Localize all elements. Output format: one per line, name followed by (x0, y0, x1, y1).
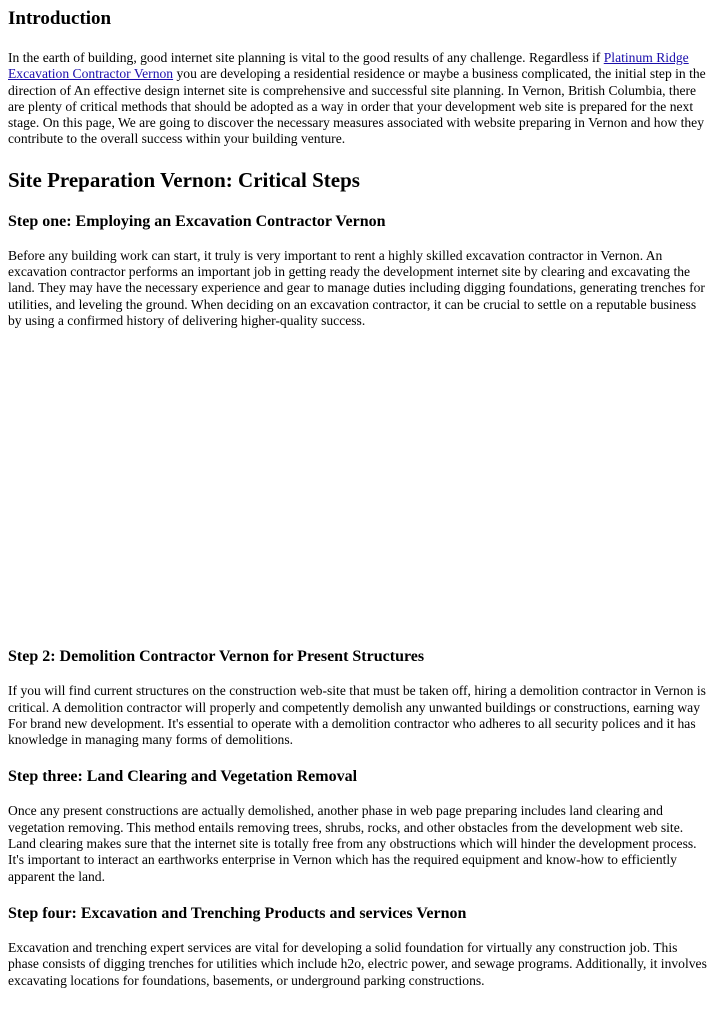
intro-text-after-link: you are developing a residential residence or maybe a business complicated, the initial step in the direction of An effective design internet site is comprehensive and successful site planning. In Vernon, British Columbia, there are plenty of critical methods that should be adopted as a way in order that your development web site is prepared for the next stage. On this page, We are going to discover the necessary measures associated with website preparing in Vernon and how they contribute to the overall success within your building venture. (8, 66, 706, 147)
document-page (8, 0, 708, 989)
intro-heading: Introduction (8, 8, 112, 29)
platinum-ridge-link[interactable]: Platinum Ridge Excavation Contractor Vernon (8, 50, 689, 82)
step-1-paragraph: Before any building work can start, it truly is very important to rent a highly skilled excavation contractor in Vernon. An excavation contractor performs an important job in getting ready the development internet site by clearing and excavating the land. They may have the necessary experience and gear to manage duties including digging foundations, generating trenches for utilities, and leveling the ground. When deciding on an excavation contractor, it can be crucial to settle on a reputable business by using a confirmed history of delivering higher-quality success. (8, 247, 705, 328)
step-2-heading: Step 2: Demolition Contractor Vernon for Present Structures (8, 648, 425, 666)
intro-text-before-link: In the earth of building, good internet site planning is vital to the good results of any challenge. Regardless if (8, 50, 604, 65)
intro-paragraph (8, 50, 708, 148)
step-1-heading: Step one: Employing an Excavation Contractor Vernon (8, 212, 386, 230)
step-3-heading: Step three: Land Clearing and Vegetation Removal (8, 768, 358, 786)
step-4-paragraph: Excavation and trenching expert services are vital for developing a solid foundation for virtually any construction job. This phase consists of digging trenches for utilities which include h2o, electric power, and sewage programs. Additionally, it involves excavating locations for foundations, basements, or underground parking constructions. (8, 939, 707, 988)
blank-image-area (8, 329, 708, 647)
step-4-heading: Step four: Excavation and Trenching Products and services Vernon (8, 904, 467, 922)
step-2-paragraph: If you will find current structures on the construction web-site that must be taken off, hiring a demolition contractor in Vernon is critical. A demolition contractor will properly and competently demolish any unwanted buildings or constructions, earning way For brand new development. It's essential to operate with a demolition contractor who adheres to all security polices and it has knowledge in managing many forms of demolitions. (8, 683, 706, 748)
step-3-paragraph: Once any present constructions are actually demolished, another phase in web page preparing includes land clearing and vegetation removing. This method entails removing trees, shrubs, rocks, and other obstacles from the development web site. Land clearing makes sure that the internet site is totally free from any obstructions which will hinder the development process. It's important to interact an earthworks enterprise in Vernon which has the required equipment and know-how to efficiently apparent the land. (8, 803, 697, 884)
section-heading: Site Preparation Vernon: Critical Steps (8, 167, 360, 192)
